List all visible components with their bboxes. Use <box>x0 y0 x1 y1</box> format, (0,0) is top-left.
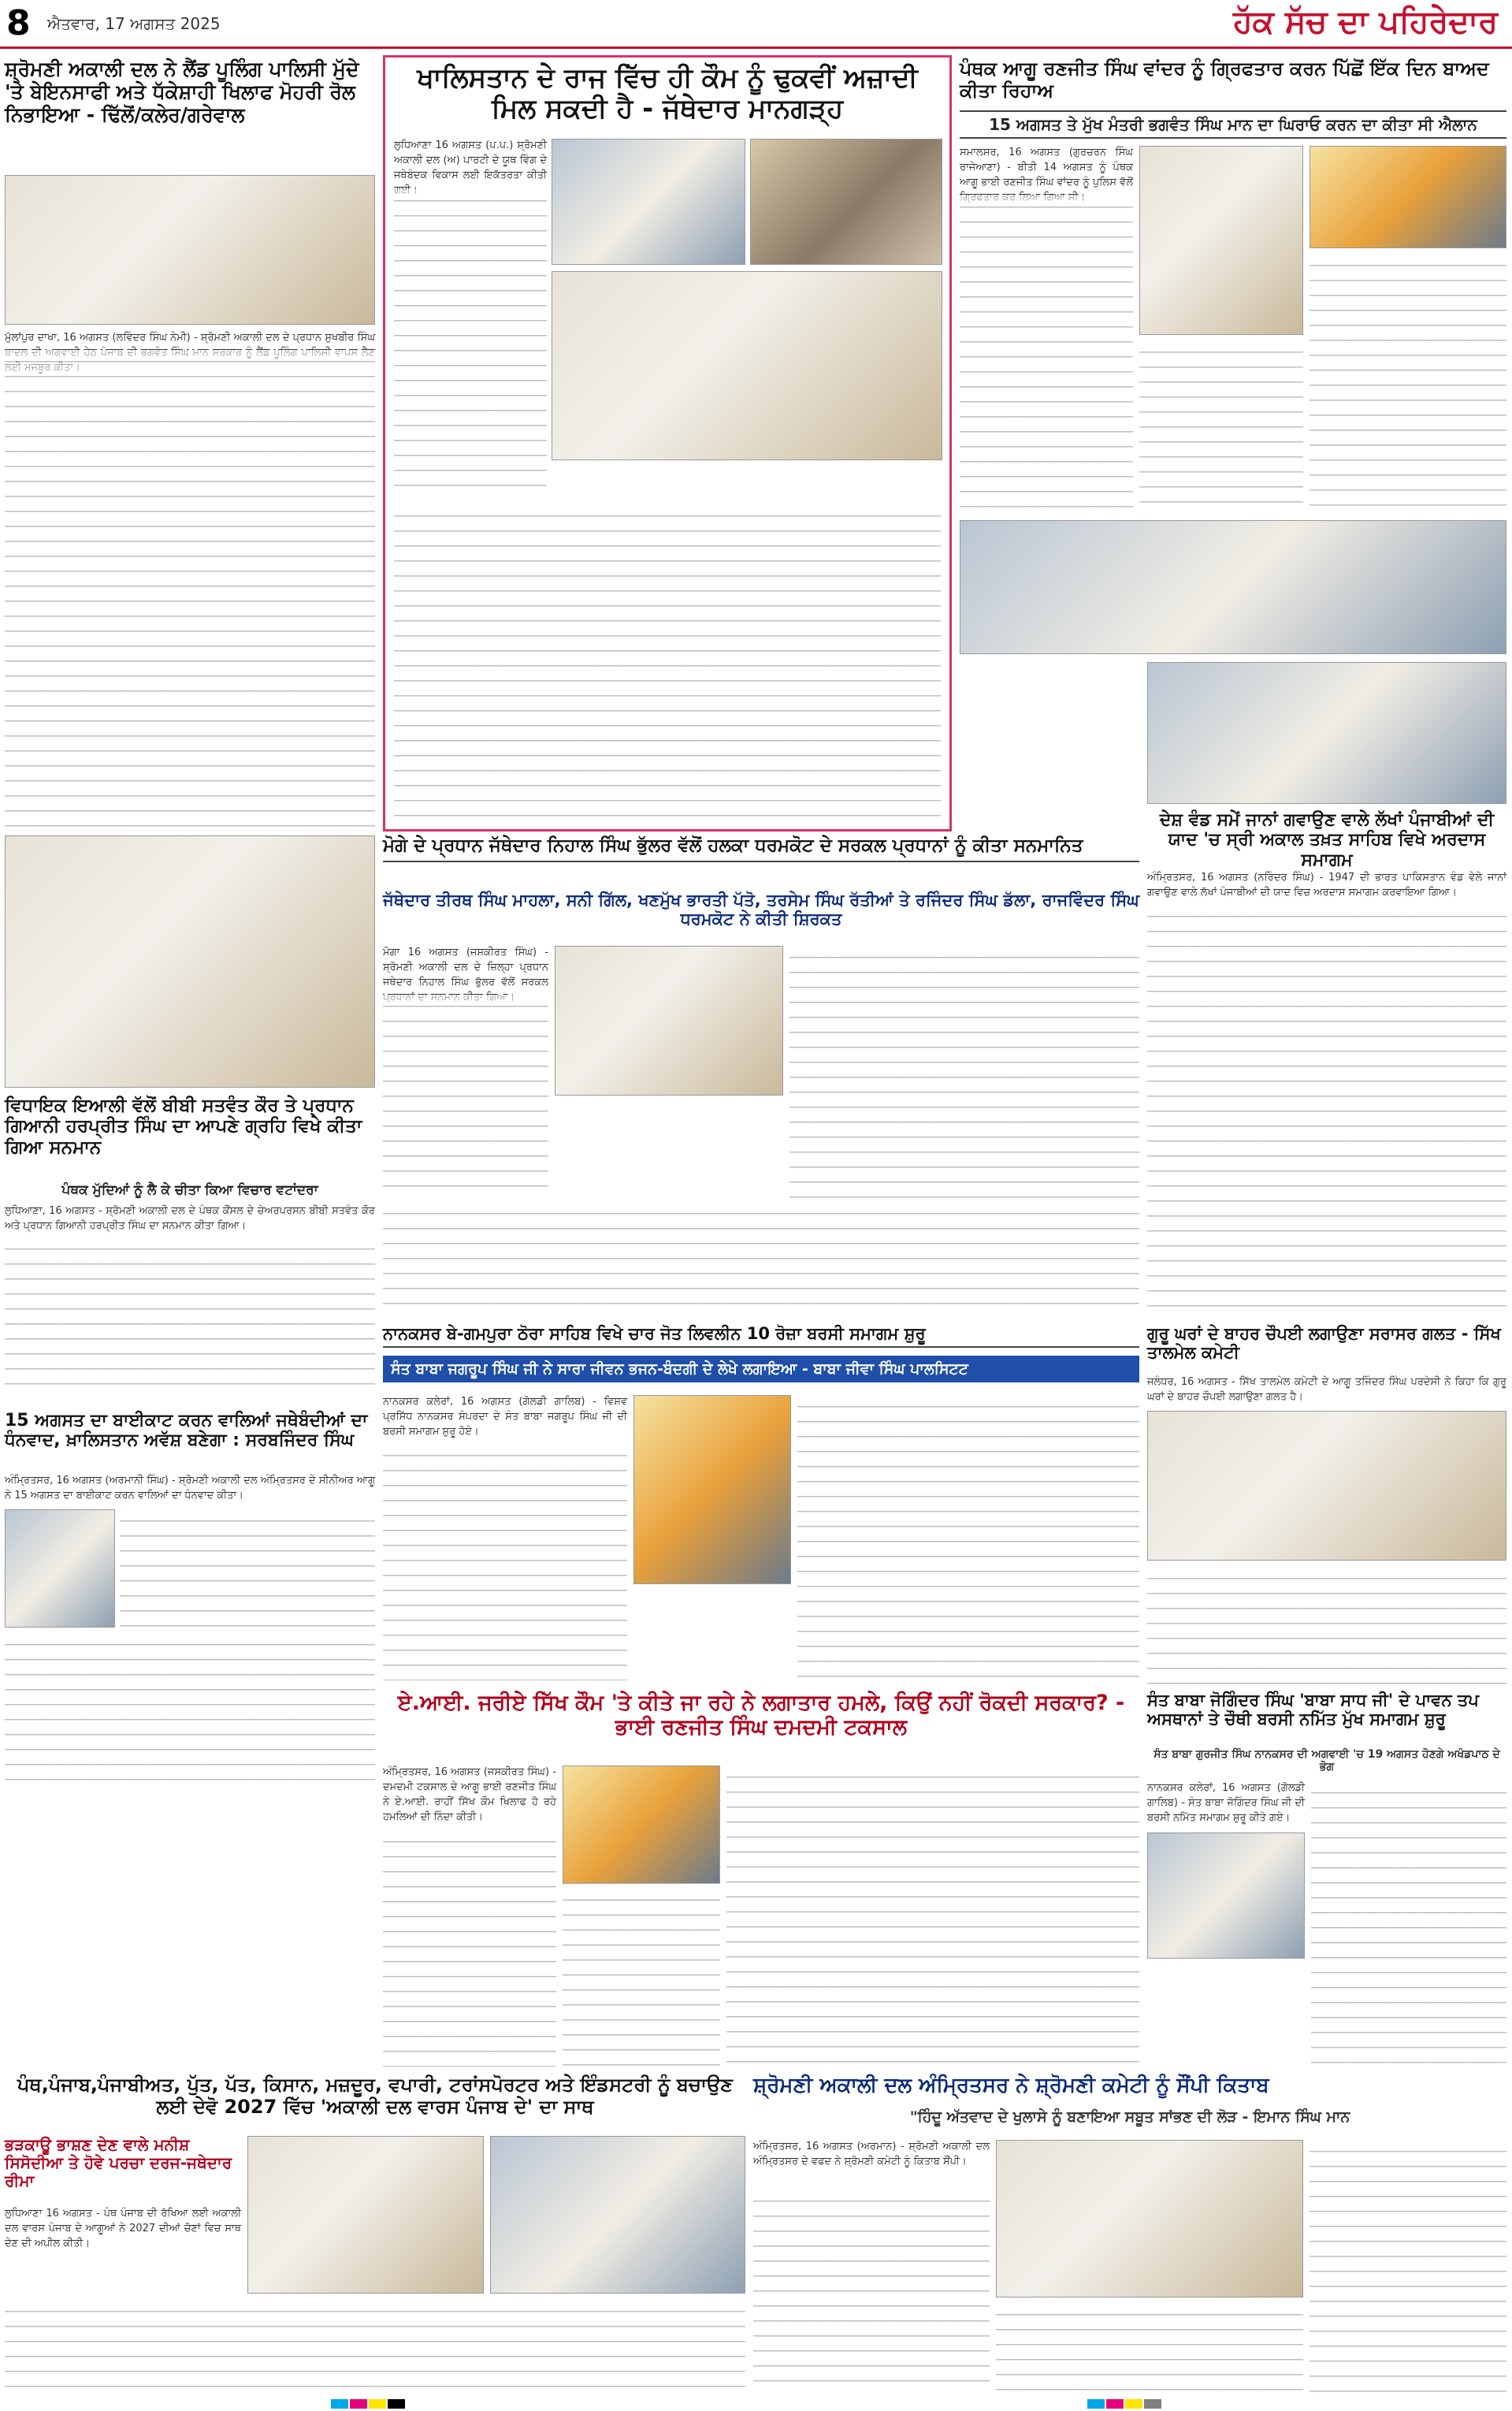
photo-khalistan-3 <box>552 271 942 460</box>
color-swatch <box>1125 2399 1142 2409</box>
text-column-wander-2 <box>1139 340 1303 510</box>
text-block-khalistan <box>394 504 941 820</box>
body-barsi: ਨਾਨਕਸਰ ਕਲੇਰਾਂ, 16 ਅਗਸਤ (ਗੋਲਡੀ ਗਾਲਿਬ) - ਸੰਤ ਬਾਬਾ ਜੋਗਿੰਦਰ ਸਿੰਘ ਜੀ ਦੀ ਬਰਸੀ ਨਮਿੱਤ ਸਮਾਗਮ ਸ਼ੁਰੂ ਕੀਤੇ ਗਏ। <box>1147 1782 1305 1824</box>
photo-khalistan-2 <box>552 139 745 265</box>
text-column-ai-attacks-2 <box>563 1888 720 2067</box>
newspaper-brand: ਹੱਕ ਸੱਚ ਦਾ ਪਹਿਰੇਦਾਰ <box>1233 3 1498 40</box>
masthead <box>0 0 1512 49</box>
photo-kitab <box>996 2140 1303 2298</box>
text-column-nanaksar-2 <box>797 1395 1139 1680</box>
text-column-kitab-1 <box>753 2190 990 2393</box>
body-panth-punjab: ਲੁਧਿਆਣਾ 16 ਅਗਸਤ - ਪੰਥ ਪੰਜਾਬ ਦੀ ਰੱਖਿਆ ਲਈ ਅਕਾਲੀ ਦਲ ਵਾਰਸ ਪੰਜਾਬ ਦੇ ਆਗੂਆਂ ਨੇ 2027 ਦੀਆਂ ਚੋਣਾਂ ਵਿਚ ਸਾਥ ਦੇਣ ਦੀ ਅਪੀਲ ਕੀਤੀ। <box>5 2208 241 2249</box>
photo-wander-2 <box>1310 146 1506 248</box>
text-block-kitab-3 <box>996 2303 1303 2393</box>
body-ardas: ਅੰਮ੍ਰਿਤਸਰ, 16 ਅਗਸਤ (ਨਰਿੰਦਰ ਸਿੰਘ) - 1947 ਦੀ ਭਾਰਤ ਪਾਕਿਸਤਾਨ ਵੰਡ ਵੇਲੇ ਜਾਨਾਂ ਗਵਾਉਣ ਵਾਲੇ ਲੱਖਾਂ ਪੰਜਾਬੀਆਂ ਦੀ ਯਾਦ ਵਿਚ ਅਰਦਾਸ ਸਮਾਗਮ ਕਰਵਾਇਆ ਗਿਆ। <box>1147 872 1506 899</box>
photo-chaupati <box>1147 1411 1506 1561</box>
text-column-kitab-2 <box>1310 2140 1506 2393</box>
text-block-boycott <box>120 1509 375 1628</box>
text-column-ai-attacks-3 <box>726 1765 1139 2067</box>
headline-khalistan: ਖਾਲਿਸਤਾਨ ਦੇ ਰਾਜ ਵਿੱਚ ਹੀ ਕੌਮ ਨੂੰ ਢੁਕਵੀਂ ਅਜ਼ਾਦੀ ਮਿਲ ਸਕਦੀ ਹੈ - ਜੱਥੇਦਾਰ ਮਾਨਗੜ੍ਹ <box>417 62 918 125</box>
text-column-ai-attacks-1 <box>383 1830 556 2067</box>
headline-mla-honour: ਵਿਧਾਇਕ ਇਆਲੀ ਵੱਲੋਂ ਬੀਬੀ ਸਤਵੰਤ ਕੌਰ ਤੇ ਪ੍ਰਧਾਨ ਗਿਆਨੀ ਹਰਪ੍ਰੀਤ ਸਿੰਘ ਦਾ ਆਪਣੇ ਗ੍ਰਹਿ ਵਿਖੇ ਕੀਤਾ ਗਿਆ ਸਨਮਾਨ <box>5 1096 362 1158</box>
body-kitab: ਅੰਮ੍ਰਿਤਸਰ, 16 ਅਗਸਤ (ਅਰਮਾਨ) - ਸ਼੍ਰੋਮਣੀ ਅਕਾਲੀ ਦਲ ਅੰਮ੍ਰਿਤਸਰ ਦੇ ਵਫਦ ਨੇ ਸ਼੍ਰੋਮਣੀ ਕਮੇਟੀ ਨੂੰ ਕਿਤਾਬ ਸੌਂਪੀ। <box>753 2141 990 2167</box>
text-block-chaupati <box>1147 1567 1506 1685</box>
text-block-mla-honour <box>5 1237 375 1395</box>
body-mla-honour: ਲੁਧਿਆਣਾ, 16 ਅਗਸਤ - ਸ਼੍ਰੋਮਣੀ ਅਕਾਲੀ ਦਲ ਦੇ ਪੰਥਕ ਕੌਂਸਲ ਦੇ ਚੇਅਰਪਰਸਨ ਬੀਬੀ ਸਤਵੰਤ ਕੌਰ ਅਤੇ ਪ੍ਰਧਾਨ ਗਿਆਨੀ ਹਰਪ੍ਰੀਤ ਸਿੰਘ ਦਾ ਸਨਮਾਨ ਕੀਤਾ ਗਿਆ। <box>5 1205 375 1232</box>
subhead-wander: 15 ਅਗਸਤ ਤੇ ਮੁੱਖ ਮੰਤਰੀ ਭਗਵੰਤ ਸਿੰਘ ਮਾਨ ਦਾ ਘਿਰਾਓ ਕਰਨ ਦਾ ਕੀਤਾ ਸੀ ਐਲਾਨ <box>960 110 1506 139</box>
photo-khalistan-1 <box>750 139 942 265</box>
body-chaupati: ਜਲੰਧਰ, 16 ਅਗਸਤ - ਸਿੱਖ ਤਾਲਮੇਲ ਕਮੇਟੀ ਦੇ ਆਗੂ ਤਜਿੰਦਰ ਸਿੰਘ ਪਰਦੇਸੀ ਨੇ ਕਿਹਾ ਕਿ ਗੁਰੂ ਘਰਾਂ ਦੇ ਬਾਹਰ ਚੌਪਈ ਲਗਾਉਣਾ ਗਲਤ ਹੈ। <box>1147 1376 1506 1403</box>
text-column-wander-3 <box>1310 254 1506 510</box>
color-swatch <box>350 2399 367 2409</box>
body-khalistan: ਲੁਧਿਆਣਾ 16 ਅਗਸਤ (ਪ.ਪ.) ਸ਼੍ਰੋਮਣੀ ਅਕਾਲੀ ਦਲ (ਅ) ਪਾਰਟੀ ਦੇ ਯੂਥ ਵਿੰਗ ਦੇ ਜਥੇਬੰਦਕ ਵਿਕਾਸ ਲਈ ਇਕੱਤਰਤਾ ਕੀਤੀ <box>394 140 547 181</box>
headline-nanaksar: ਨਾਨਕਸਰ ਬੇ-ਗਮਪੁਰਾ ਠੋਰਾ ਸਾਹਿਬ ਵਿਖੇ ਚਾਰ ਜੋਤ ਲਿਵਲੀਨ 10 ਰੋਜ਼ਾ ਬਰਸੀ ਸਮਾਗਮ ਸ਼ੁਰੂ <box>383 1324 1139 1348</box>
color-swatch <box>1087 2399 1105 2409</box>
photo-ardas <box>1147 662 1506 804</box>
headline-barsi: ਸੰਤ ਬਾਬਾ ਜੋਗਿੰਦਰ ਸਿੰਘ 'ਬਾਬਾ ਸਾਧ ਜੀ' ਦੇ ਪਾਵਨ ਤਪ ਅਸਥਾਨਾਂ ਤੇ ਚੌਥੀ ਬਰਸੀ ਨਮਿੱਤ ਮੁੱਖ ਸਮਾਗਮ ਸ਼ੁਰੂ <box>1147 1691 1479 1729</box>
photo-left-group <box>5 835 375 1088</box>
headline-ai-attacks: ਏ.ਆਈ. ਜਰੀਏ ਸਿੱਖ ਕੌਮ 'ਤੇ ਕੀਤੇ ਜਾ ਰਹੇ ਨੇ ਲਗਾਤਾਰ ਹਮਲੇ, ਕਿਉਂ ਨਹੀਂ ਰੋਕਦੀ ਸਰਕਾਰ? - ਭਾਈ ਰਣਜੀਤ ਸਿੰਘ ਦਮਦਮੀ ਟਕਸਾਲ <box>397 1691 1125 1740</box>
headline-ardas: ਦੇਸ਼ ਵੰਡ ਸਮੇਂ ਜਾਨਾਂ ਗਵਾਉਣ ਵਾਲੇ ਲੱਖਾਂ ਪੰਜਾਬੀਆਂ ਦੀ ਯਾਦ 'ਚ ਸ੍ਰੀ ਅਕਾਲ ਤਖ਼ਤ ਸਾਹਿਬ ਵਿਖੇ ਅਰਦਾਸ ਸਮਾਗਮ <box>1159 810 1495 870</box>
text-block-boycott-2 <box>5 1633 375 1791</box>
photo-panth-punjab-1 <box>247 2136 484 2294</box>
text-block-ardas <box>1147 905 1506 1316</box>
headline-moga-banner: ਮੋਗੇ ਦੇ ਪ੍ਰਧਾਨ ਜੱਥੇਦਾਰ ਨਿਹਾਲ ਸਿੰਘ ਭੁੱਲਰ ਵੱਲੋਂ ਹਲਕਾ ਧਰਮਕੋਟ ਦੇ ਸਰਕਲ ਪ੍ਰਧਾਨਾਂ ਨੂੰ ਕੀਤਾ ਸਨਮਾਨਿਤ <box>383 835 1139 862</box>
text-block-moga-3 <box>383 1202 1139 1316</box>
text-column-khalistan <box>394 189 547 497</box>
bar-nanaksar: ਸੰਤ ਬਾਬਾ ਜਗਰੂਪ ਸਿੰਘ ਜੀ ਨੇ ਸਾਰਾ ਜੀਵਨ ਭਜਨ-ਬੰਦਗੀ ਦੇ ਲੇਖੇ ਲਗਾਇਆ - ਬਾਬਾ ਜੀਵਾ ਸਿੰਘ ਪਾਲਸਿਟਟ <box>383 1356 1139 1382</box>
subhead-panth-punjab: ਭੜਕਾਊ ਭਾਸ਼ਣ ਦੇਣ ਵਾਲੇ ਮਨੀਸ਼ ਸਿਸੋਦੀਆ ਤੇ ਹੋਵੇ ਪਰਚਾ ਦਰਜ-ਜਥੇਦਾਰ ਰੀਮਾ <box>5 2135 232 2190</box>
color-swatch <box>1106 2399 1124 2409</box>
body-land-pooling: ਮੁੱਲਾਂਪੁਰ ਦਾਖਾ, 16 ਅਗਸਤ (ਲਵਿੰਦਰ ਸਿੰਘ ਨੇਮੀ) - ਸ਼੍ਰੋਮਣੀ ਅਕਾਲੀ ਦਲ ਦੇ ਪ੍ਰਧਾਨ ਸੁਖਬੀਰ ਸਿੰਘ <box>5 332 375 344</box>
page-number: 8 <box>6 3 31 43</box>
body-wander: ਸਮਾਲਸਰ, 16 ਅਗਸਤ (ਗੁਰਚਰਨ ਸਿੰਘ ਰਾਜੇਆਣਾ) - ਬੀਤੀ 14 ਅਗਸਤ ਨੂੰ ਪੰਥਕ ਆਗੂ ਭਾਈ ਰਣਜੀਤ ਸਿੰਘ ਵਾਂਦਰ ਨੂੰ ਪੁਲਿਸ ਵੱਲੋਂ <box>960 147 1133 188</box>
footer-color-bar <box>0 2396 1512 2411</box>
body-moga: ਮੋਗਾ 16 ਅਗਸਤ (ਜਸ਼ਕੀਰਤ ਸਿੰਘ) - ਸ਼੍ਰੋਮਣੀ ਅਕਾਲੀ ਦਲ ਦੇ ਜ਼ਿਲ੍ਹਾ ਪ੍ਰਧਾਨ ਜਥੇਦਾਰ ਨਿਹਾਲ ਸਿੰਘ ਭੁੱਲਰ ਵੱਲੋਂ ਸਰਕਲ <box>383 947 548 988</box>
text-column-moga-2 <box>789 946 1139 1198</box>
color-swatch <box>1144 2399 1161 2409</box>
photo-moga <box>555 946 783 1096</box>
text-column-moga-1 <box>383 995 548 1198</box>
body-boycott: ਅੰਮ੍ਰਿਤਸਰ, 16 ਅਗਸਤ (ਅਰਮਾਨੀ ਸਿੰਘ) - ਸ਼੍ਰੋਮਣੀ ਅਕਾਲੀ ਦਲ ਅੰਮ੍ਰਿਤਸਰ ਦੇ ਸੀਨੀਅਰ ਆਗੂ ਨੇ 15 ਅਗਸਤ ਦਾ ਬਾਈਕਾਟ ਕਰਨ ਵਾਲਿਆਂ ਦਾ ਧੰਨਵਾਦ ਕੀਤਾ। <box>5 1475 375 1501</box>
text-column-nanaksar-1 <box>383 1444 627 1680</box>
photo-nanaksar <box>633 1395 791 1584</box>
text-column-barsi <box>1311 1781 1506 2067</box>
photo-boycott <box>5 1509 115 1628</box>
body-nanaksar: ਨਾਨਕਸਰ ਕਲੇਰਾਂ, 16 ਅਗਸਤ (ਗੋਲਡੀ ਗਾਲਿਬ) - ਵਿਸ਼ਵ ਪ੍ਰਸਿੱਧ ਨਾਨਕਸਰ ਸੰਪਰਦਾ ਦੇ ਸੰਤ ਬਾਬਾ ਜਗਰੂਪ ਸਿੰਘ ਜੀ ਦੀ ਬਰਸੀ ਸਮਾਗਮ ਸ਼ੁਰੂ ਹੋਏ। <box>383 1396 627 1438</box>
dateline: ਐਤਵਾਰ, 17 ਅਗਸਤ 2025 <box>47 14 221 33</box>
headline-land-pooling: ਸ਼੍ਰੋਮਣੀ ਅਕਾਲੀ ਦਲ ਨੇ ਲੈਂਡ ਪੂਲਿੰਗ ਪਾਲਿਸੀ ਮੁੱਦੇ 'ਤੇ ਬੇਇਨਸਾਫੀ ਅਤੇ ਧੱਕੇਸ਼ਾਹੀ ਖਿਲਾਫ ਮੋਹਰੀ ਰੋਲ ਨਿਭਾਇਆ - ਢਿੱਲੋਂ/ਕਲੇਰ/ਗਰੇਵਾਲ <box>5 58 359 126</box>
text-block-panth-punjab <box>5 2300 745 2393</box>
photo-wander-3 <box>960 520 1506 654</box>
body-ai-attacks: ਅੰਮ੍ਰਿਤਸਰ, 16 ਅਗਸਤ (ਜਸਕੀਰਤ ਸਿੰਘ) - ਦਮਦਮੀ ਟਕਸਾਲ ਦੇ ਆਗੂ ਭਾਈ ਰਣਜੀਤ ਸਿੰਘ ਨੇ ਏ.ਆਈ. ਰਾਹੀਂ ਸਿੱਖ ਕੌਮ ਖਿਲਾਫ ਹੋ ਰਹੇ ਹਮਲਿਆਂ ਦੀ ਨਿੰਦਾ ਕੀਤੀ। <box>383 1766 556 1823</box>
color-swatch <box>388 2399 405 2409</box>
headline-kitab: ਸ਼੍ਰੋਮਣੀ ਅਕਾਲੀ ਦਲ ਅੰਮ੍ਰਿਤਸਰ ਨੇ ਸ਼੍ਰੋਮਣੀ ਕਮੇਟੀ ਨੂੰ ਸੌਂਪੀ ਕਿਤਾਬ <box>753 2074 1269 2097</box>
photo-ai-attacks <box>563 1765 720 1884</box>
subhead-moga: ਜੱਥੇਦਾਰ ਤੀਰਥ ਸਿੰਘ ਮਾਹਲਾ, ਸਨੀ ਗਿੱਲ, ਖਣਮੁੱਖ ਭਾਰਤੀ ਪੱਤੋ, ਤਰਸੇਮ ਸਿੰਘ ਰੱਤੀਆਂ ਤੇ ਰਜਿੰਦਰ ਸਿੰਘ ਡੱਲਾ, ਰਾਜਵਿੰਦਰ ਸਿੰਘ ਧਰਮਕੋਟ ਨੇ ਕੀਤੀ ਸ਼ਿਰਕਤ <box>383 891 1139 929</box>
color-swatch <box>369 2399 386 2409</box>
photo-panth-punjab-2 <box>490 2136 745 2294</box>
subhead-kitab: "ਹਿੰਦੂ ਅੱਤਵਾਦ ਦੇ ਖੁਲਾਸੇ ਨੂੰ ਬਣਾਇਆ ਸਬੂਤ ਸਾਂਭਣ ਦੀ ਲੋੜ - ਇਮਾਨ ਸਿੰਘ ਮਾਨ <box>909 2108 1350 2126</box>
headline-chaupati: ਗੁਰੂ ਘਰਾਂ ਦੇ ਬਾਹਰ ਚੌਪਈ ਲਗਾਉਣਾ ਸਰਾਸਰ ਗਲਤ - ਸਿੱਖ ਤਾਲਮੇਲ ਕਮੇਟੀ <box>1147 1324 1501 1363</box>
photo-barsi <box>1147 1832 1305 1959</box>
color-swatch <box>331 2399 348 2409</box>
text-column-wander-1 <box>960 195 1133 511</box>
headline-boycott: 15 ਅਗਸਤ ਦਾ ਬਾਈਕਾਟ ਕਰਨ ਵਾਲਿਆਂ ਜਥੇਬੰਦੀਆਂ ਦਾ ਧੰਨਵਾਦ, ਖ਼ਾਲਿਸਤਾਨ ਅਵੱਸ਼ ਬਣੇਗਾ : ਸਰਬਜਿੰਦਰ ਸਿੰਘ <box>5 1411 368 1451</box>
headline-wander: ਪੰਥਕ ਆਗੂ ਰਣਜੀਤ ਸਿੰਘ ਵਾਂਦਰ ਨੂੰ ਗ੍ਰਿਫਤਾਰ ਕਰਨ ਪਿੱਛੋਂ ਇੱਕ ਦਿਨ ਬਾਅਦ ਕੀਤਾ ਰਿਹਾਅ <box>960 58 1489 102</box>
subhead-barsi: ਸੰਤ ਬਾਬਾ ਗੁਰਜੀਤ ਸਿੰਘ ਨਾਨਕਸਰ ਦੀ ਅਗਵਾਈ 'ਚ 19 ਅਗਸਤ ਹੋਣਗੇ ਅਖੰਡਪਾਠ ਦੇ ਭੋਗ <box>1154 1748 1500 1773</box>
photo-wander-1 <box>1139 146 1303 335</box>
headline-panth-punjab: ਪੰਥ,ਪੰਜਾਬ,ਪੰਜਾਬੀਅਤ, ਪੁੱਤ, ਪੱਤ, ਕਿਸਾਨ, ਮਜ਼ਦੂਰ, ਵਪਾਰੀ, ਟਰਾਂਸਪੋਰਟਰ ਅਤੇ ਇੰਡਸਟਰੀ ਨੂੰ ਬਚਾਉਣ ਲਈ ਦੇਵੋ 2027 ਵਿੱਚ 'ਅਕਾਲੀ ਦਲ ਵਾਰਸ ਪੰਜਾਬ ਦੇ' ਦਾ ਸਾਥ <box>17 2074 733 2118</box>
subhead-mla-honour: ਪੰਥਕ ਮੁੱਦਿਆਂ ਨੂੰ ਲੈ ਕੇ ਚੀਤਾ ਕਿਆ ਵਿਚਾਰ ਵਟਾਂਦਰਾ <box>61 1182 318 1198</box>
photo-land-pooling <box>5 175 375 325</box>
text-column-land-pooling <box>5 350 375 827</box>
